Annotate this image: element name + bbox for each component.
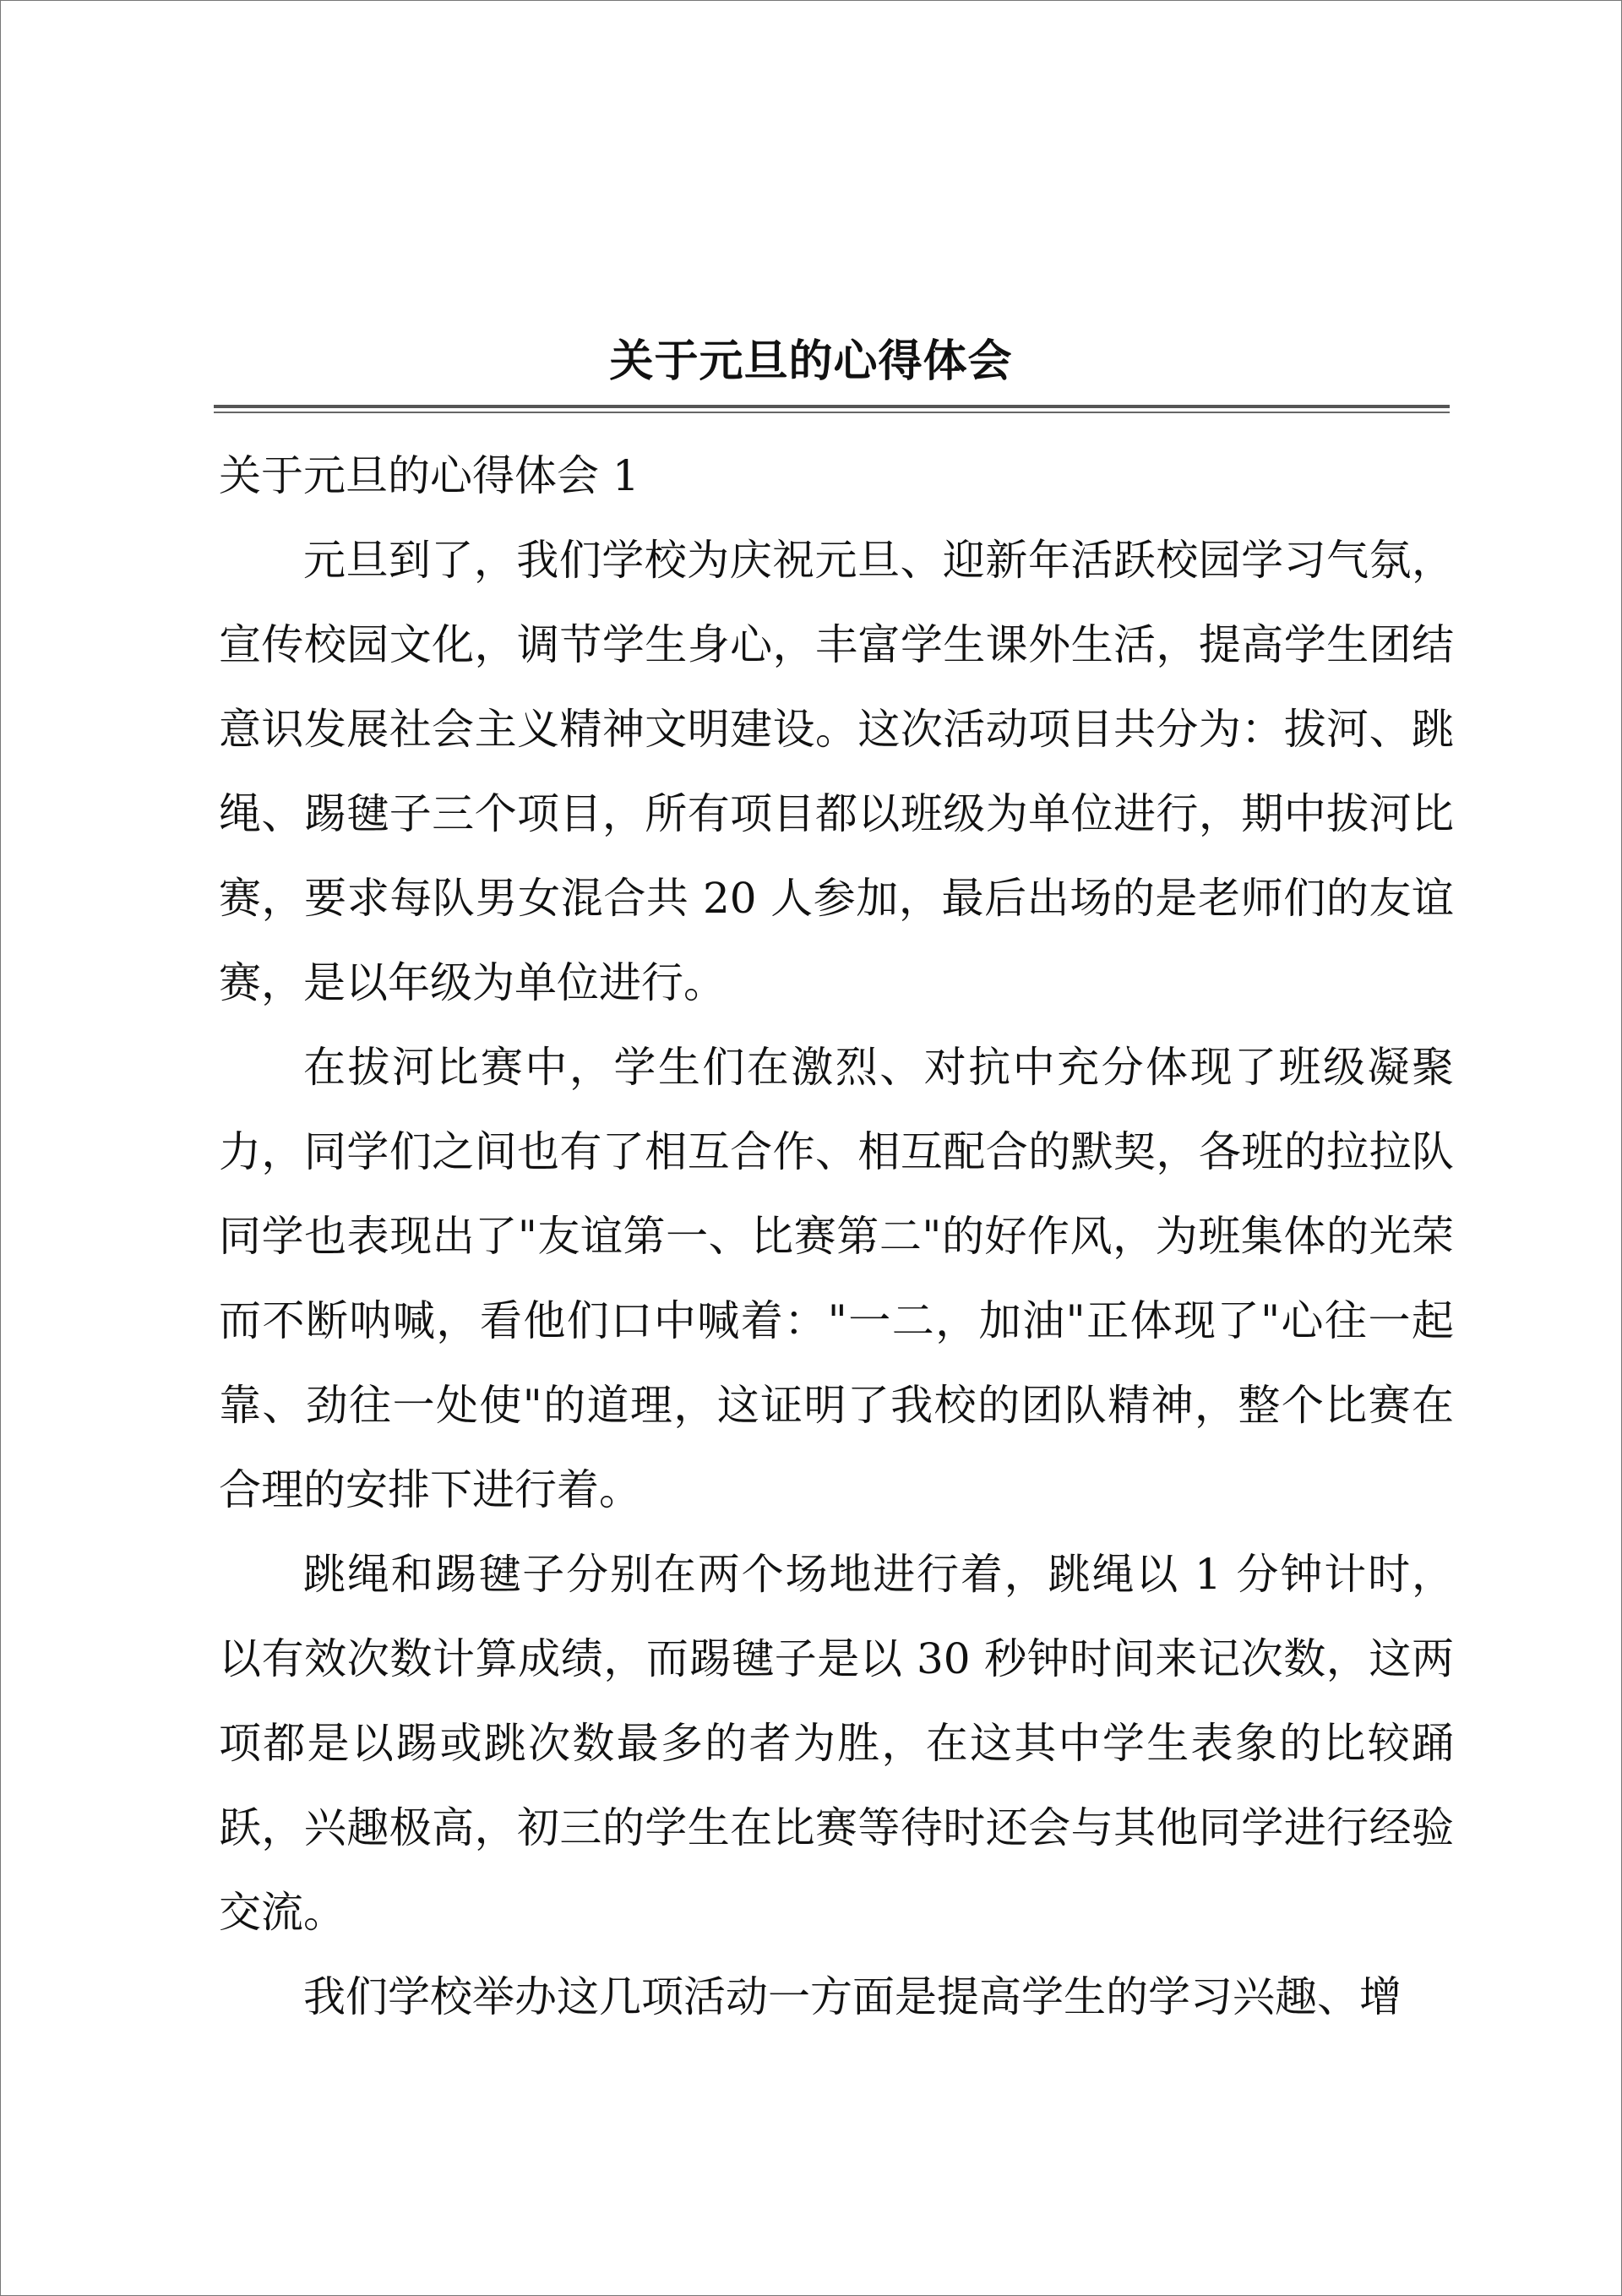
- title-divider-thick: [214, 405, 1450, 408]
- paragraph-1: 元旦到了，我们学校为庆祝元旦、迎新年活跃校园学习气氛，宣传校园文化，调节学生身心，丰富学生课外生活，提高学生团结意识发展社会主义精神文明建设。这次活动项目共分为：拔河、跳绳、踢毽子三个项目，所有项目都以班级为单位进行，期中拔河比赛，要求每队男女混合共 20 人参加，最后出场的是老师们的友谊赛，是以年级为单位进行。: [219, 536, 1454, 1007]
- section-heading: 关于元旦的心得体会 1: [219, 451, 640, 500]
- paragraph-2: 在拔河比赛中，学生们在激烈、对抗中充分体现了班级凝聚力，同学们之间也有了相互合作、相互配合的默契，各班的拉拉队同学也表现出了"友谊第一、比赛第二"的好作风，为班集体的光荣而不断呐喊，看他们口中喊着："一二，加油"正体现了"心往一起靠、劲往一处使"的道理，这证明了我校的团队精神，整个比赛在合理的安排下进行着。: [219, 1043, 1454, 1514]
- title-divider-thin: [214, 412, 1450, 413]
- document-body: [219, 434, 1454, 2039]
- document-title: 关于元旦的心得体会: [609, 335, 1013, 387]
- paragraph-4: 我们学校举办这几项活动一方面是提高学生的学习兴趣、增: [303, 1972, 1402, 2021]
- paragraph-3: 跳绳和踢毽子分别在两个场地进行着，跳绳以 1 分钟计时，以有效次数计算成绩，而踢毽子是以 30 秒钟时间来记次数，这两项都是以踢或跳次数最多的者为胜，在这其中学生表象的比较踊跃，兴趣极高，初三的学生在比赛等待时还会与其他同学进行经验交流。: [219, 1550, 1454, 1937]
